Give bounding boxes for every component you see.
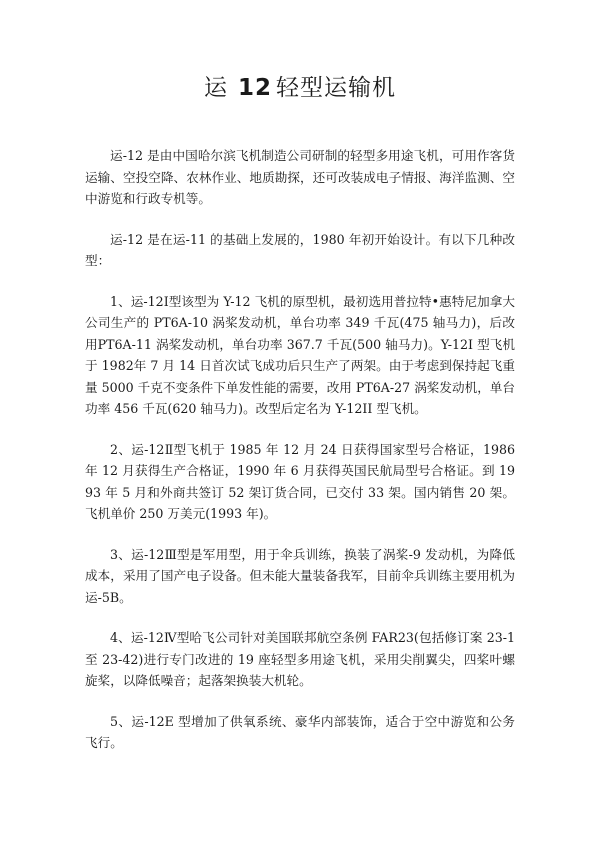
title-number: 12 — [237, 75, 272, 101]
paragraph-development: 运-12 是在运-11 的基础上发展的，1980 年初开始设计。有以下几种改型： — [85, 231, 515, 268]
page-title — [0, 73, 600, 103]
paragraph-variant-4: 4、运-12Ⅳ型哈飞公司针对美国联邦航空条例 FAR23(包括修订案 23-1 至 23-42)进行专门改进的 19 座轻型多用途飞机，采用尖削翼尖，四桨叶螺旋桨，以降低噪音；起落架换装大机轮。 — [85, 630, 515, 688]
title-prefix: 运 — [203, 75, 228, 101]
paragraph-variant-e: 5、运-12E 型增加了供氧系统、豪华内部装饰，适合于空中游览和公务飞行。 — [85, 713, 515, 750]
paragraph-intro: 运-12 是由中国哈尔滨飞机制造公司研制的轻型多用途飞机，可用作客货运输、空投空降、农林作业、地质勘探，还可改装成电子情报、海洋监测、空中游览和行政专机等。 — [85, 148, 515, 206]
paragraph-variant-2: 2、运-12Ⅱ型飞机于 1985 年 12 月 24 日获得国家型号合格证，1986 年 12 月获得生产合格证，1990 年 6 月获得英国民航局型号合格证。到 1993 年 5 月和外商共签订 52 架订货合同，已交付 33 架。国内销售 20 架。飞机单价 250 万美元(1993 年)。 — [85, 441, 515, 521]
title-suffix: 轻型运输机 — [276, 75, 396, 101]
paragraph-variant-1: 1、运-12Ⅰ型该型为 Y-12 飞机的原型机，最初选用普拉特•惠特尼加拿大公司生产的 PT6A-10 涡桨发动机，单台功率 349 千瓦(475 轴马力)，后改用PT6A-11 涡桨发动机，单台功率 367.7 千瓦(500 轴马力)。Y-12I 型飞机于 1982年 7 月 14 日首次试飞成功后只生产了两架。由于考虑到保持起飞重量 5000 千克不变条件下单发性能的需要，改用 PT6A-27 涡桨发动机，单台功率 456 千瓦(620 轴马力)。改型后定名为 Y-12II 型飞机。 — [85, 293, 515, 416]
paragraph-variant-3: 3、运-12Ⅲ型是军用型，用于伞兵训练，换装了涡桨-9 发动机，为降低成本，采用了国产电子设备。但未能大量装备我军，目前伞兵训练主要用机为运-5B。 — [85, 546, 515, 605]
document-body — [85, 145, 515, 773]
